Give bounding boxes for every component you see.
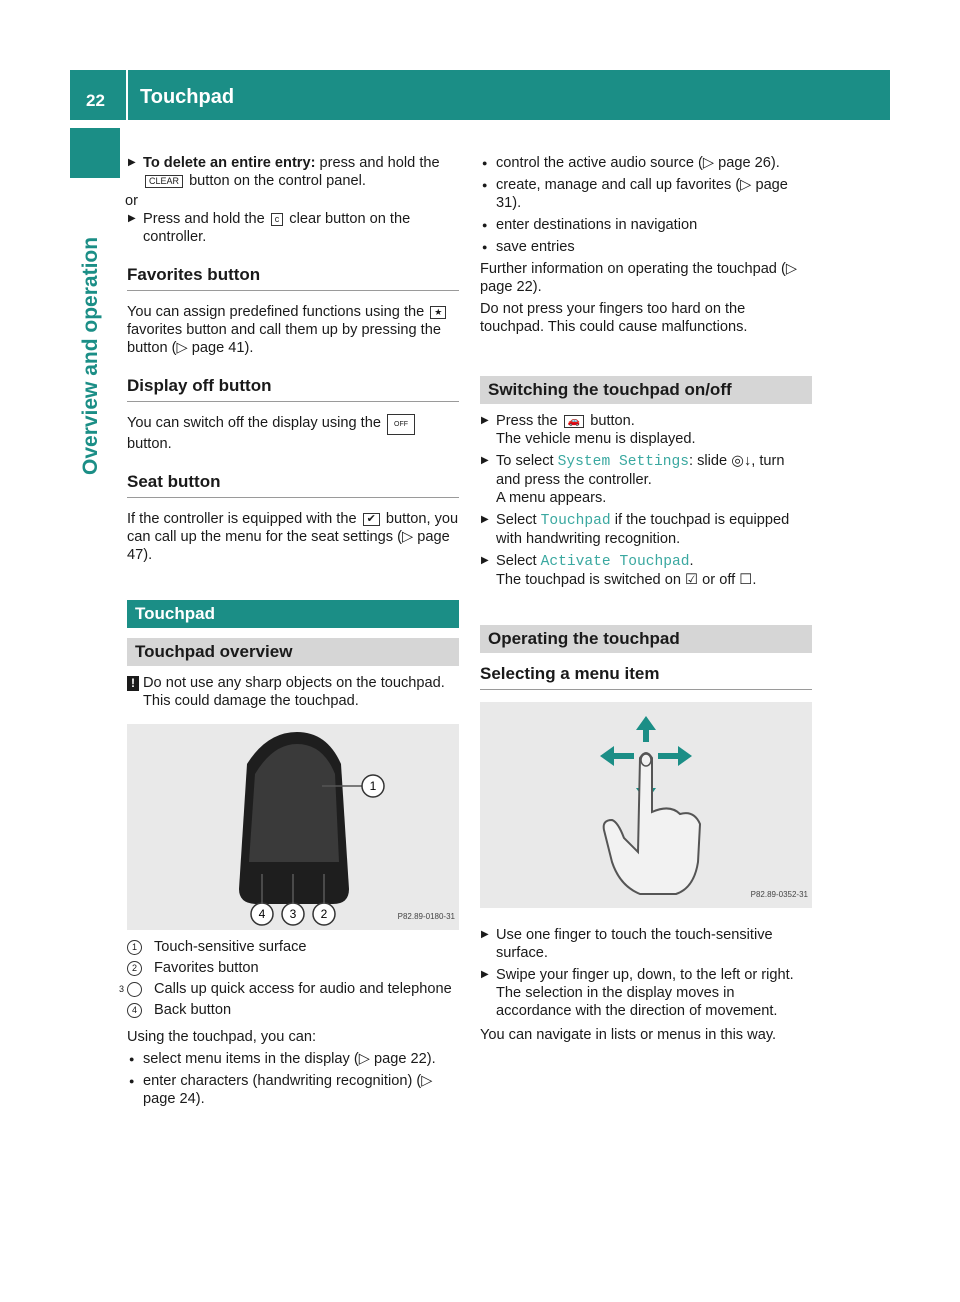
arrow-right-icon: [658, 746, 692, 766]
seat-text: If the controller is equipped with the ✔ button, you can call up the menu for the seat settings (▷ page 47).: [127, 511, 459, 563]
header-divider: [126, 70, 128, 120]
list-item: ● enter characters (handwriting recognition) (▷ page 24).: [127, 1072, 459, 1108]
legend-item: 4 Back button: [127, 1001, 459, 1019]
display-off-heading: Display off button: [127, 377, 459, 402]
list-item: ● save entries: [480, 238, 812, 256]
delete-entry-step: ▶ To delete an entire entry: press and hold the CLEAR button on the control panel.: [127, 154, 459, 190]
operate-step-2: ▶ Swipe your finger up, down, to the left or right. The selection in the display moves in accordance with the direction of movement.: [480, 966, 812, 1020]
operate-step-1: ▶ Use one finger to touch the touch-sensitive surface.: [480, 926, 812, 962]
checkbox-off-icon: ☐: [739, 572, 753, 588]
switch-step-1: ▶ Press the 🚗 button. The vehicle menu is displayed.: [480, 412, 812, 448]
switching-band: Switching the touchpad on/off: [480, 376, 812, 404]
page-title: Touchpad: [140, 86, 235, 108]
favorites-text: You can assign predefined functions using the ★ favorites button and call them up by pressing the button (▷ page 41).: [127, 303, 459, 357]
figure-code: P82.89-0180-31: [397, 912, 455, 921]
press-hold-step: ▶ Press and hold the c clear button on the controller.: [127, 210, 459, 246]
callout-1-label: 1: [369, 779, 377, 793]
arrow-up-icon: [636, 716, 656, 742]
swipe-figure: [480, 702, 812, 908]
touchpad-figure: [127, 724, 459, 930]
page-number: 22: [86, 91, 105, 110]
left-column: [118, 154, 459, 1108]
side-section-title: [70, 185, 120, 485]
legend-item: 1 Touch-sensitive surface: [127, 938, 459, 956]
figure-code: P82.89-0352-31: [750, 890, 808, 899]
switch-step-3: ▶ Select Touchpad if the touchpad is equipped with handwriting recognition.: [480, 511, 812, 548]
right-column: [480, 154, 812, 1044]
caution-text: Do not press your fingers too hard on the touchpad. This could cause malfunctions.: [480, 301, 748, 335]
clear-button-icon: c: [271, 213, 284, 226]
touchpad-illustration: [127, 724, 459, 930]
selecting-heading: Selecting a menu item: [480, 665, 812, 690]
list-item: ● create, manage and call up favorites (▷ page 31).: [480, 176, 812, 212]
seat-heading: Seat button: [127, 473, 459, 498]
seat-icon: ✔: [363, 513, 380, 526]
favorites-heading: Favorites button: [127, 266, 459, 291]
display-off-icon: OFF: [387, 414, 415, 435]
using-text: Using the touchpad, you can:: [127, 1029, 317, 1045]
list-item: ● enter destinations in navigation: [480, 216, 812, 234]
vehicle-button-icon: 🚗: [564, 415, 584, 428]
checkbox-on-icon: ☑: [685, 572, 699, 588]
side-tab-marker: [70, 128, 120, 178]
switch-step-4: ▶ Select Activate Touchpad. The touchpad is switched on ☑ or off ☐.: [480, 552, 812, 589]
hand-icon: [604, 753, 700, 894]
clear-key-icon: CLEAR: [145, 175, 183, 188]
touchpad-overview-band: Touchpad overview: [127, 638, 459, 666]
navigate-text: You can navigate in lists or menus in this way.: [480, 1027, 777, 1043]
callout-4-label: 4: [258, 907, 266, 921]
or-text: or: [125, 193, 138, 209]
callout-3-label: 3: [289, 907, 297, 921]
warning-text: ! Do not use any sharp objects on the touchpad. This could damage the touchpad.: [127, 674, 459, 710]
swipe-illustration: [480, 702, 812, 908]
legend-list: [118, 938, 459, 1019]
side-section-label: Overview and operation: [79, 236, 102, 475]
callout-2-label: 2: [320, 907, 328, 921]
touchpad-section-band: Touchpad: [127, 600, 459, 628]
operating-band: Operating the touchpad: [480, 625, 812, 653]
further-info-text: Further information on operating the touchpad (▷ page 22).: [480, 261, 798, 295]
arrow-left-icon: [600, 746, 634, 766]
list-item: ● control the active audio source (▷ page 26).: [480, 154, 812, 172]
display-off-text: You can switch off the display using the OFF button.: [127, 414, 459, 453]
legend-item: 3 Calls up quick access for audio and telephone: [118, 981, 452, 997]
controller-icon: ◎↓: [731, 453, 752, 469]
switch-step-2: ▶ To select System Settings: slide ◎↓, turn and press the controller. A menu appears.: [480, 452, 812, 507]
star-icon: ★: [430, 306, 446, 319]
warning-icon: !: [127, 676, 139, 691]
legend-item: 2 Favorites button: [127, 959, 459, 977]
list-item: ● select menu items in the display (▷ page 22).: [127, 1050, 459, 1068]
